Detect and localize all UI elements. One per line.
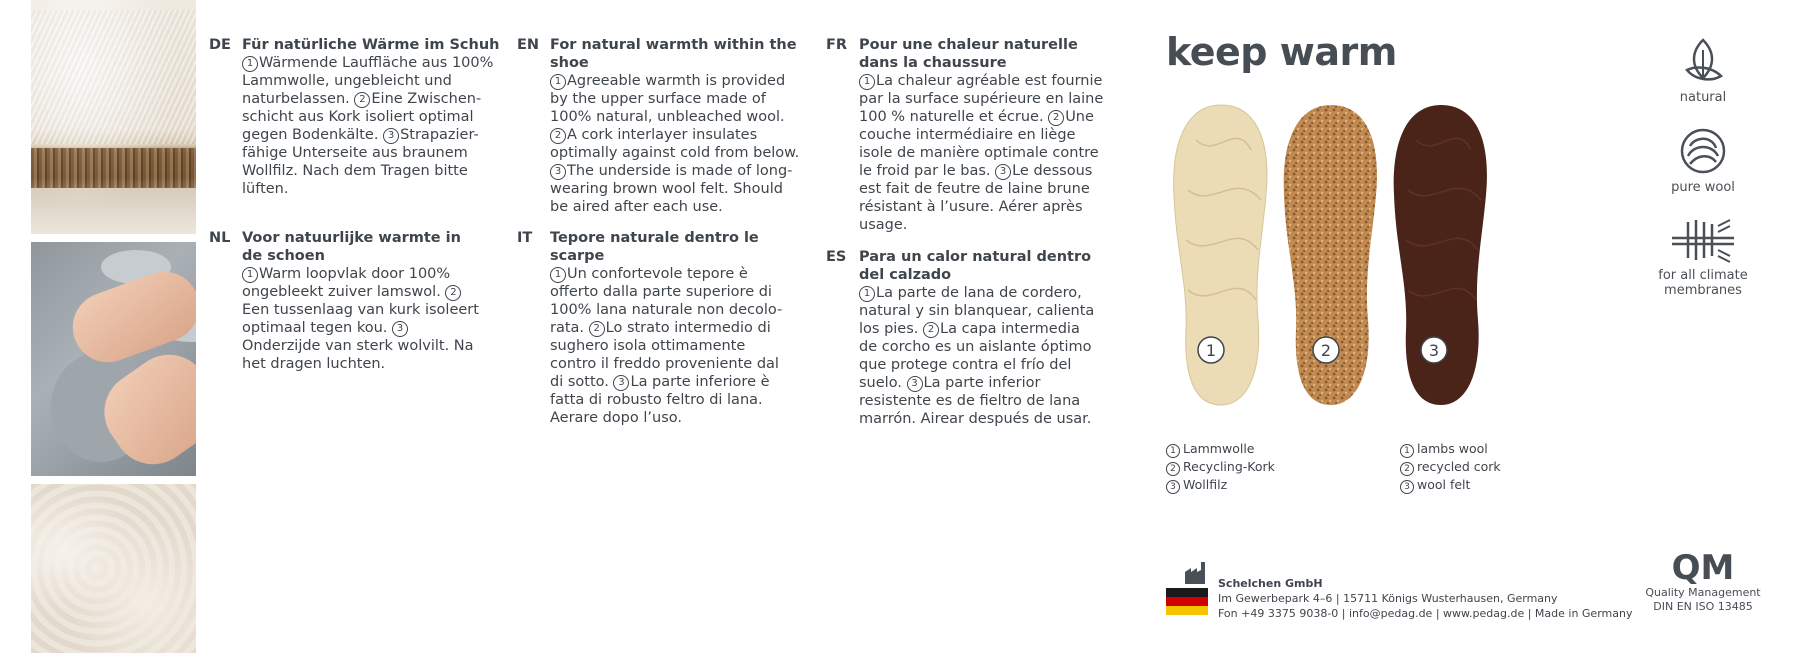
factory-icon	[1183, 560, 1209, 584]
lang-title: Para un calor natural dentro del calzado	[859, 249, 1092, 283]
legend-item: 3 wool felt	[1400, 476, 1501, 494]
cork-layer-texture	[31, 148, 196, 188]
legend-german	[1166, 440, 1275, 494]
lang-code: IT	[517, 230, 533, 246]
legend-item: 1 Lammwolle	[1166, 440, 1275, 458]
lang-code: DE	[209, 37, 231, 53]
company-address: Im Gewerbepark 4–6 | 15711 Königs Wusterhausen, Germany	[1218, 592, 1558, 605]
lang-title: For natural warmth within the shoe	[550, 37, 797, 71]
lang-text: 1 Agreeable warmth is provided by the upper surface made of 100% natural, unbleached wool. 2 A cork interlayer insulates optimally against cold from below. 3 The underside is made of long-wearing brown wool felt. Should be aired after each use.	[550, 73, 800, 215]
feature-label: pure wool	[1671, 180, 1735, 195]
qm-mark: QM	[1671, 548, 1735, 588]
company-info	[1218, 576, 1632, 621]
lang-title: Voor natuurlijke warmte in de schoen	[242, 230, 461, 264]
lang-title: Pour une chaleur naturelle dans la chaussure	[859, 37, 1078, 71]
company-name: Schelchen GmbH	[1218, 577, 1323, 590]
feature-pure-wool	[1640, 126, 1766, 195]
legend-item: 1 lambs wool	[1400, 440, 1501, 458]
feature-natural	[1640, 36, 1766, 105]
company-contact: Fon +49 3375 9038-0 | info@pedag.de | www.pedag.de | Made in Germany	[1218, 607, 1633, 620]
flag-stripe-black	[1166, 588, 1208, 597]
photo-wool-fleece	[31, 484, 196, 653]
lang-code: FR	[826, 37, 848, 53]
lang-text: 1 Wärmende Lauffläche aus 100% Lammwolle, ungebleicht und naturbelassen. 2 Eine Zwischen-schicht aus Kork isoliert optimal gegen Bodenkälte. 3 Strapazier-fähige Unterseite aus braunem Wollfilz. Nach dem Tragen bitte lüften.	[242, 55, 494, 197]
headline: keep warm	[1166, 30, 1397, 74]
leaf-icon	[1681, 36, 1725, 86]
lang-text: 1 La chaleur agréable est fournie par la surface supérieure en laine 100 % naturelle et écrue. 2 Une couche intermédiaire en liège isole de manière optimale contre le froid par le bas. 3 Le dessous est fait de feutre de laine brune résistant à l’usure. Aérer après usage.	[859, 73, 1104, 233]
lang-code: EN	[517, 37, 540, 53]
insole-recycled-cork	[1276, 100, 1386, 410]
lang-code: ES	[826, 249, 847, 265]
lang-code: NL	[209, 230, 231, 246]
lang-title: Für natürliche Wärme im Schuh	[242, 37, 500, 53]
legend-item: 3 Wollfilz	[1166, 476, 1275, 494]
membrane-icon	[1668, 216, 1738, 264]
insole-wool-felt	[1386, 100, 1496, 410]
quality-management-badge	[1640, 550, 1766, 614]
flag-stripe-gold	[1166, 606, 1208, 615]
insole-number: 1	[1205, 341, 1217, 360]
legend-item: 2 recycled cork	[1400, 458, 1501, 476]
legend-item: 2 Recycling-Kork	[1166, 458, 1275, 476]
qm-line2: DIN EN ISO 13485	[1653, 600, 1753, 613]
feature-label: for all climate membranes	[1658, 268, 1748, 298]
insole-number: 3	[1428, 341, 1440, 360]
photo-hands-cutting-insole	[31, 242, 196, 476]
lang-text: 1 Warm loopvlak door 100% ongebleekt zuiver lamswol. 2Een tussenlaag van kurk isoleert optimaal tegen kou. 3Onderzijde van sterk wolvilt. Na het dragen luchten.	[242, 266, 479, 372]
flag-stripe-red	[1166, 597, 1208, 606]
feature-label: natural	[1679, 90, 1727, 105]
feature-membranes	[1640, 216, 1766, 298]
wool-fiber-texture	[31, 10, 196, 144]
insole-number: 2	[1320, 341, 1332, 360]
lang-text: 1 La parte de lana de cordero, natural y sin blanquear, calienta los pies. 2 La capa intermedia de corcho es un aislante óptimo que protege contra el frío del suelo. 3 La parte inferior resistente es de fieltro de lana marrón. Airear después de usar.	[859, 285, 1095, 427]
lang-text: 1 Un confortevole tepore è offerto dalla parte superiore di 100% lana naturale non decolo-rata. 2 Lo strato intermedio di sughero isola ottimamente contro il freddo proveniente dal di sotto. 3 La parte inferiore è fatta di robusto feltro di lana. Aerare dopo l’uso.	[550, 266, 783, 426]
photo-wool-cork-layers	[31, 0, 196, 234]
insole-lambs-wool	[1166, 100, 1276, 410]
qm-line1: Quality Management	[1645, 586, 1761, 599]
legend-english	[1400, 440, 1501, 494]
lang-title: Tepore naturale dentro le scarpe	[550, 230, 759, 264]
wool-swirl-icon	[1678, 126, 1728, 176]
